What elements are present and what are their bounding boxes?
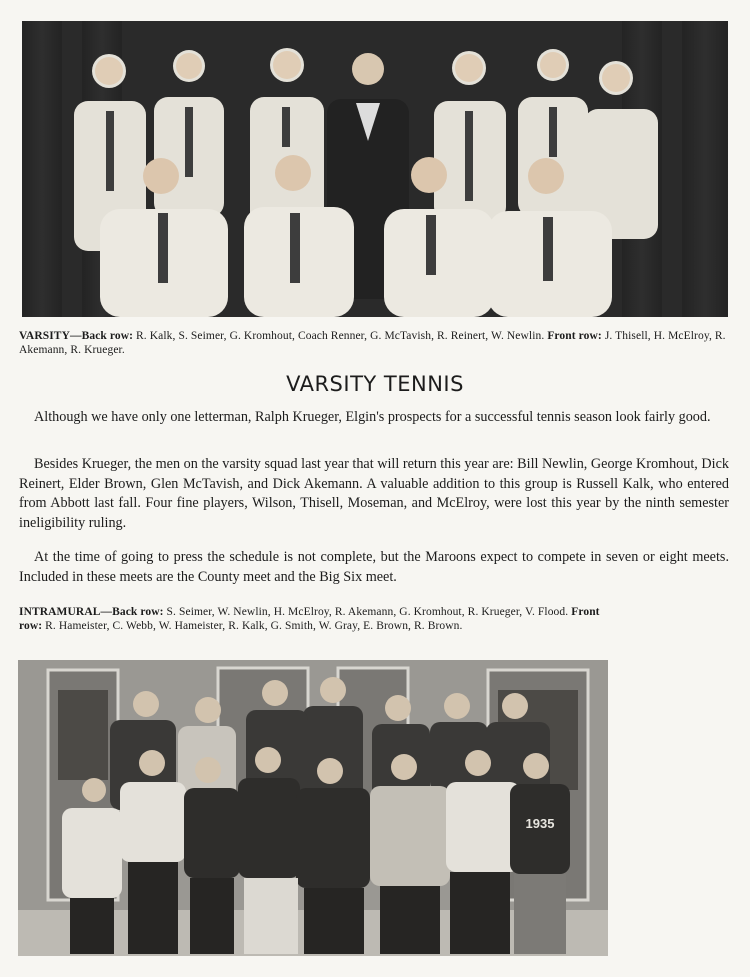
sweater-year-text: 1935 bbox=[525, 816, 555, 831]
article-title: VARSITY TENNIS bbox=[286, 372, 464, 396]
intramural-caption-back-names: S. Seimer, W. Newlin, H. McElroy, R. Akemann, G. Kromhout, R. Krueger, V. Flood. bbox=[163, 606, 572, 618]
varsity-photo-drawing bbox=[22, 21, 728, 317]
varsity-caption-back-label: VARSITY—Back row: bbox=[19, 330, 134, 342]
intramural-team-photo bbox=[18, 660, 608, 956]
varsity-caption-front-names: J. Thisell, H. McElroy, R. Akemann, R. Krueger. bbox=[19, 330, 726, 356]
article-paragraph-3: At the time of going to press the schedule is not complete, but the Maroons expect to compete in seven or eight meets. Included in these meets are the County meet and the Big Six meet. bbox=[19, 549, 729, 585]
article-paragraph-1: Although we have only one letterman, Ralph Krueger, Elgin's prospects for a successful tennis season look fairly good. bbox=[34, 409, 711, 425]
varsity-caption-back-names: R. Kalk, S. Seimer, G. Kromhout, Coach Renner, G. McTavish, R. Reinert, W. Newlin. bbox=[133, 330, 548, 342]
intramural-photo-drawing bbox=[18, 660, 608, 956]
intramural-caption-front-names: R. Hameister, C. Webb, W. Hameister, R. Kalk, G. Smith, W. Gray, E. Brown, R. Brown. bbox=[42, 620, 463, 632]
varsity-caption bbox=[19, 329, 731, 357]
intramural-caption bbox=[19, 605, 619, 633]
varsity-team-photo bbox=[22, 21, 728, 317]
article-paragraph-2: Besides Krueger, the men on the varsity squad last year that will return this year are: Bill Newlin, George Kromhout, Dick Reinert, Elder Brown, Glen McTavish, and Dick Akemann. A valuable addition to this group is Russell Kalk, who entered from Abbott last fall. Four fine players, Wilson, Thisell, Moseman, and McElroy, were lost this year by the ninth semester ineligibility ruling. bbox=[19, 456, 729, 531]
intramural-caption-back-label: INTRAMURAL—Back row: bbox=[19, 606, 164, 618]
intramural-caption-front-label: Front row: bbox=[19, 606, 600, 632]
varsity-caption-front-label: Front row: bbox=[547, 330, 602, 342]
